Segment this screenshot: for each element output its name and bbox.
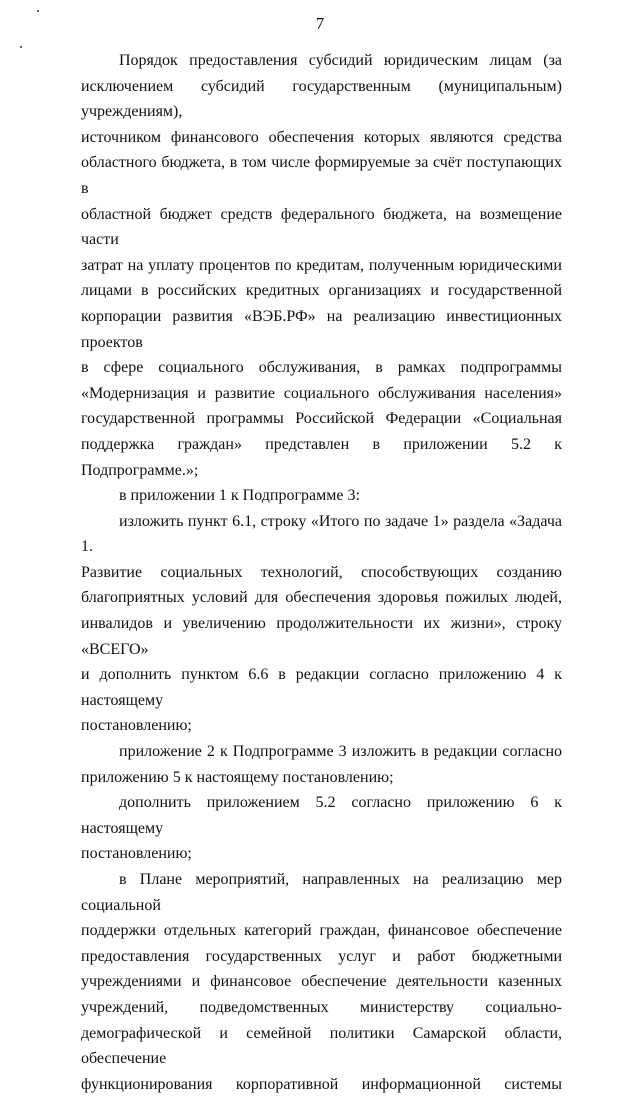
text-line-content: корпорации развития «ВЭБ.РФ» на реализацию инвестиционных проектов (81, 307, 562, 351)
text-line-content: исключением субсидий государственным (муниципальным) учреждениям), (81, 77, 562, 121)
text-line-content: дополнить приложением 5.2 согласно приложению 6 к настоящему (81, 794, 562, 837)
text-line-content: затрат на уплату процентов по кредитам, полученным юридическими (81, 256, 562, 274)
text-line (81, 662, 562, 713)
text-line-content: поддержки отдельных категорий граждан, финансовое обеспечение (81, 922, 562, 940)
text-line (81, 995, 562, 1021)
text-line-content: поддержка граждан» представлен в приложении 5.2 к Подпрограмме.»; (81, 435, 562, 479)
scan-artifact-dot (37, 10, 39, 12)
document-body (81, 48, 562, 1097)
text-line-content: областного бюджета, в том числе формируемые за счёт поступающих в (81, 154, 562, 197)
text-line (81, 765, 562, 791)
text-line-content: областной бюджет средств федерального бюджета, на возмещение части (81, 205, 562, 249)
text-line-content: Развитие социальных технологий, способствующих созданию (81, 563, 562, 581)
text-line (81, 560, 562, 586)
text-line-content: постановлению; (81, 717, 192, 735)
text-line (81, 150, 562, 201)
text-line-content: изложить пункт 6.1, строку «Итого по задаче 1» раздела «Задача 1. (81, 512, 562, 556)
text-line-content: инвалидов и увеличению продолжительности их жизни», строку «ВСЕГО» (81, 615, 562, 658)
page-number: 7 (315, 14, 325, 33)
text-line-content: Порядок предоставления субсидий юридическим лицам (за (119, 52, 562, 69)
text-line-content: учреждениями и финансовое обеспечение деятельности казенных (81, 973, 562, 991)
text-line-content: благоприятных условий для обеспечения здоровья пожилых людей, (81, 589, 562, 607)
text-line (81, 74, 562, 125)
text-line-content: в приложении 1 к Подпрограмме 3: (119, 487, 360, 505)
text-line (81, 304, 562, 355)
text-line (81, 125, 562, 151)
text-line (81, 432, 562, 483)
text-line-content: в сфере социального обслуживания, в рамках подпрограммы (81, 359, 562, 377)
text-line (81, 483, 562, 509)
text-line-content: приложение 2 к Подпрограмме 3 изложить в редакции согласно (119, 743, 562, 761)
text-line-content: приложению 5 к настоящему постановлению; (81, 768, 394, 786)
text-line-content: предоставления государственных услуг и работ бюджетными (81, 947, 562, 965)
text-line (81, 918, 562, 944)
text-line (81, 278, 562, 304)
text-line-content: «Модернизация и развитие социального обслуживания населения» (81, 384, 562, 402)
text-line (81, 739, 562, 765)
text-line (81, 253, 562, 279)
text-line (81, 790, 562, 841)
text-line (81, 406, 562, 432)
text-line-content: и дополнить пунктом 6.6 в редакции согласно приложению 4 к настоящему (81, 666, 562, 709)
text-line-content: государственной программы Российской Федерации «Социальная (81, 410, 562, 428)
text-line (81, 381, 562, 407)
text-line-content: постановлению; (81, 845, 192, 863)
text-line-content: функционирования корпоративной информационной системы (81, 1075, 562, 1093)
text-line-content: в Плане мероприятий, направленных на реализацию мер социальной (81, 871, 562, 914)
text-line (81, 585, 562, 611)
text-line (81, 48, 562, 74)
text-line (81, 713, 562, 739)
text-line (81, 1072, 562, 1097)
text-line-content: лицами в российских кредитных организациях и государственной (81, 282, 562, 300)
text-line (81, 944, 562, 970)
text-line-content: учреждений, подведомственных министерству социально- (81, 998, 562, 1016)
text-line (81, 969, 562, 995)
text-line (81, 202, 562, 253)
text-line (81, 867, 562, 918)
text-line (81, 611, 562, 662)
text-line-content: источником финансового обеспечения которых являются средства (81, 128, 562, 146)
scan-artifact-dot (20, 46, 22, 48)
text-line (81, 1021, 562, 1072)
text-line (81, 509, 562, 560)
text-line (81, 355, 562, 381)
text-line (81, 841, 562, 867)
text-line-content: демографической и семейной политики Самарской области, обеспечение (81, 1024, 562, 1068)
